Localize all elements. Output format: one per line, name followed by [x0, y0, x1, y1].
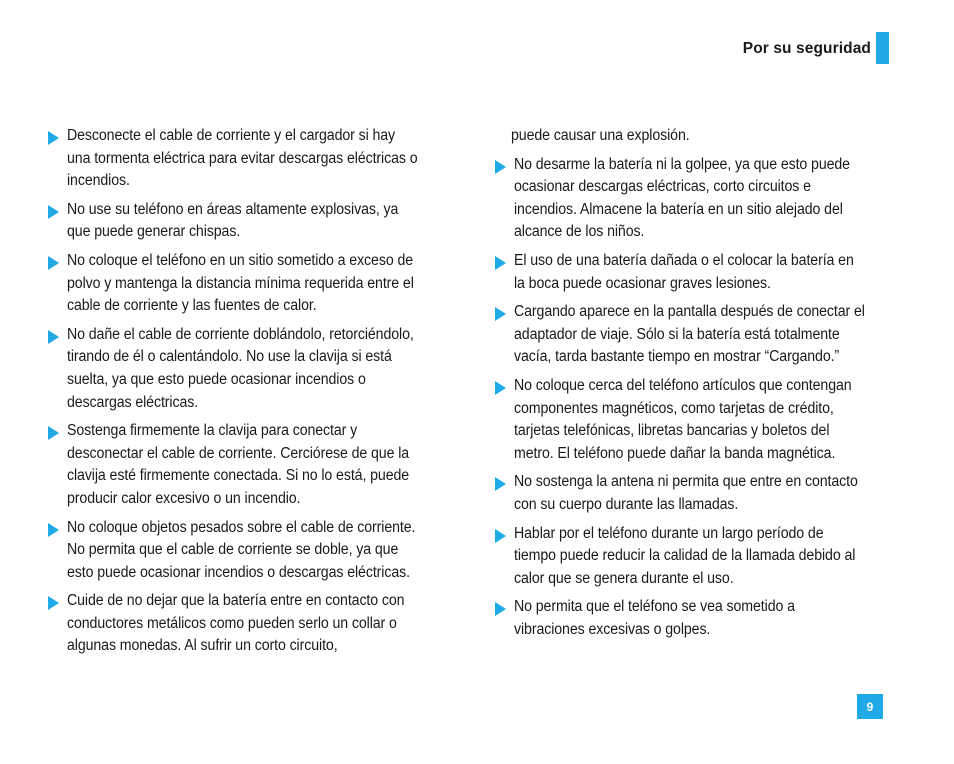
triangle-bullet-icon [495, 307, 506, 321]
triangle-bullet-icon [495, 256, 506, 270]
section-title: Por su seguridad [742, 40, 871, 57]
list-item [491, 596, 899, 641]
list-item [44, 199, 452, 244]
list-item [491, 154, 899, 244]
triangle-bullet-icon [48, 131, 59, 145]
triangle-bullet-icon [48, 330, 59, 344]
list-item-text: Cargando aparece en la pantalla después de conectar el adaptador de viaje. Sólo si la batería está totalmente vacía, tarda bastante tiempo en mostrar “Cargando.” [514, 303, 865, 366]
right-column [491, 125, 899, 647]
list-item [44, 250, 452, 318]
left-column [44, 125, 452, 664]
triangle-bullet-icon [495, 381, 506, 395]
list-item-text: No coloque cerca del teléfono artículos que contengan componentes magnéticos, como tarjetas de crédito, tarjetas telefónicas, libretas bancarias y boletos del metro. El teléfono puede dañar la banda magnética. [514, 376, 852, 462]
list-item-text: Desconecte el cable de corriente y el cargador si hay una tormenta eléctrica para evitar descargas eléctricas o incendios. [67, 127, 418, 190]
list-item-text: No permita que el teléfono se vea sometido a vibraciones excesivas o golpes. [514, 598, 795, 638]
section-marker-bar [876, 32, 889, 64]
list-item-text: No desarme la batería ni la golpee, ya que esto puede ocasionar descargas eléctricas, corto circuitos e incendios. Almacene la batería en un sitio alejado del alcance de los niños. [514, 155, 850, 241]
list-item-text: No dañe el cable de corriente doblándolo, retorciéndolo, tirando de él o calentándolo. No use la clavija si está suelta, ya que esto puede ocasionar incendios o descargas eléctricas. [67, 325, 414, 411]
list-item-text: No coloque el teléfono en un sitio sometido a exceso de polvo y mantenga la distancia mínima requerida entre el cable de corriente y las fuentes de calor. [67, 251, 414, 315]
list-item-text: No coloque objetos pesados sobre el cable de corriente. No permita que el cable de corriente se doble, ya que esto puede ocasionar incendios o descargas eléctricas. [67, 518, 416, 581]
page-number: 9 [857, 694, 883, 719]
list-item-text: El uso de una batería dañada o el colocar la batería en la boca puede ocasionar graves lesiones. [514, 251, 854, 292]
list-item-text: No use su teléfono en áreas altamente explosivas, ya que puede generar chispas. [67, 200, 399, 241]
list-item [44, 590, 452, 658]
triangle-bullet-icon [48, 205, 59, 219]
triangle-bullet-icon [495, 529, 506, 543]
triangle-bullet-icon [48, 426, 59, 440]
list-item [491, 523, 899, 591]
list-item-text: No sostenga la antena ni permita que entre en contacto con su cuerpo durante las llamadas. [514, 473, 858, 513]
list-item-text: Cuide de no dejar que la batería entre en contacto con conductores metálicos como pueden serlo un collar o algunas monedas. Al sufrir un corto circuito, [67, 592, 405, 655]
list-item [491, 301, 899, 369]
triangle-bullet-icon [48, 596, 59, 610]
triangle-bullet-icon [48, 256, 59, 270]
triangle-bullet-icon [48, 523, 59, 537]
list-item-text: Hablar por el teléfono durante un largo período de tiempo puede reducir la calidad de la llamada debido al calor que se genera durante el uso. [514, 524, 856, 587]
list-item [44, 324, 452, 414]
list-item-text: Sostenga firmemente la clavija para conectar y desconectar el cable de corriente. Cerciórese de que la clavija esté firmemente conectada. Si no lo está, puede producir calor excesivo o un incendio. [67, 422, 410, 507]
triangle-bullet-icon [495, 602, 506, 616]
triangle-bullet-icon [495, 477, 506, 491]
list-item [491, 375, 899, 465]
list-item [44, 420, 452, 510]
continued-text: puede causar una explosión. [511, 127, 690, 144]
list-item [44, 517, 452, 585]
triangle-bullet-icon [495, 160, 506, 174]
list-item [491, 471, 899, 516]
list-item [491, 250, 899, 295]
list-item [44, 125, 452, 193]
